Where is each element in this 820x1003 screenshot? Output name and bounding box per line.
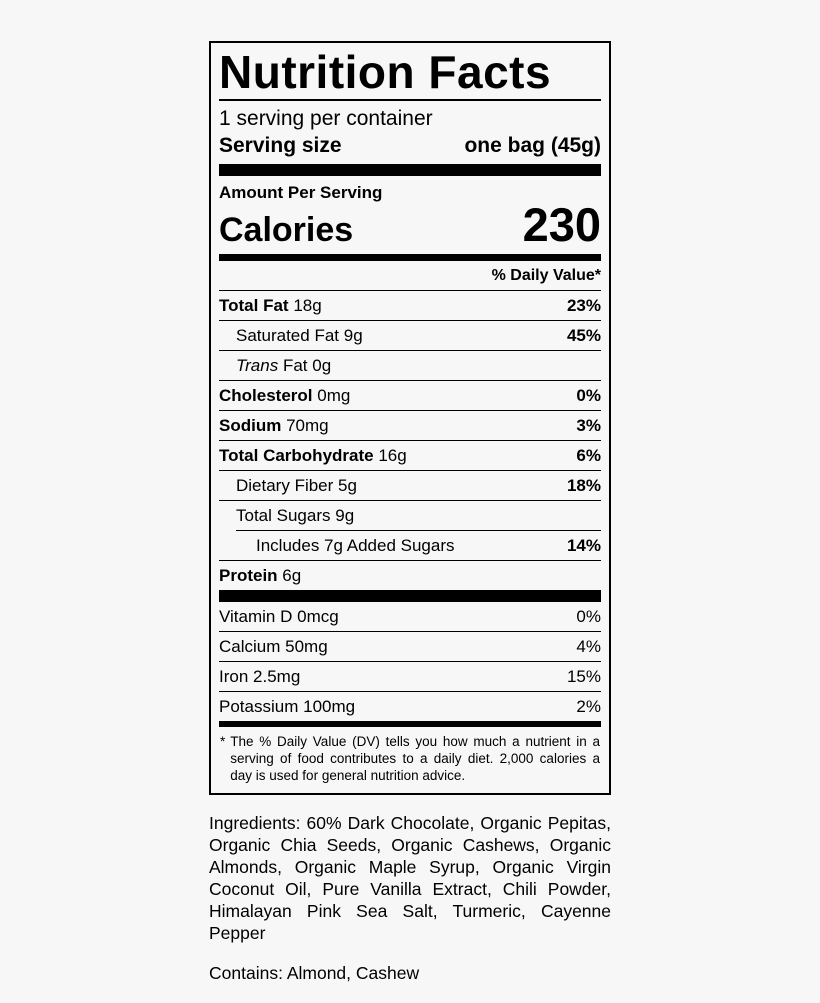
nutrient-name-amount: Protein 6g [219,565,302,585]
nutrient-dv: 14% [566,535,601,555]
nutrient-dv: 45% [566,325,601,345]
nutrient-dv: 3% [576,415,601,435]
calories-label: Calories [219,210,354,249]
footnote-asterisk: * [220,733,226,749]
nutrient-row-dietary-fiber [219,471,601,501]
divider-medium-calories [219,254,601,261]
nutrient-name-amount: Total Fat 18g [219,295,322,315]
nutrient-name-amount: Cholesterol 0mg [219,385,351,405]
nutrient-dv: 18% [566,475,601,495]
nutrient-dv: 23% [566,295,601,315]
nutrient-row-total-carbohydrate [219,441,601,471]
nutrient-dv: 0% [576,385,601,405]
serving-size-label: Serving size [219,133,342,157]
nutrient-name-amount: Total Carbohydrate 16g [219,445,407,465]
nutrient-row-total-sugars [219,501,601,530]
micronutrient-row-calcium [219,632,601,662]
micronutrient-dv: 4% [576,636,601,656]
nutrient-row-total-fat [219,291,601,321]
serving-size-row [219,131,601,164]
calories-value: 230 [522,197,601,251]
divider-thick-protein [219,590,601,602]
micronutrient-row-iron [219,662,601,692]
nutrient-name-amount: Dietary Fiber 5g [236,475,357,495]
micronutrient-row-potassium [219,692,601,721]
calories-row [219,197,601,254]
micronutrient-name-amount: Iron 2.5mg [219,666,301,686]
serving-size-value: one bag (45g) [464,133,601,157]
nutrient-name-amount: Includes 7g Added Sugars [256,535,455,555]
nutrient-name-amount: Trans Fat 0g [236,355,332,375]
nutrient-name-amount: Sodium 70mg [219,415,329,435]
nutrition-facts-label [209,41,611,795]
label-title: Nutrition Facts [219,48,601,101]
divider-thick-top [219,164,601,176]
nutrient-row-trans-fat [219,351,601,381]
nutrient-row-sodium [219,411,601,441]
servings-per-container: 1 serving per container [219,106,433,130]
nutrient-row-saturated-fat [219,321,601,351]
footnote [219,727,601,785]
nutrient-name-amount: Saturated Fat 9g [236,325,363,345]
daily-value-header: % Daily Value* [219,261,601,291]
micronutrient-dv: 15% [566,666,601,686]
contains-statement: Contains: Almond, Cashew [209,962,420,983]
micronutrient-name-amount: Calcium 50mg [219,636,328,656]
nutrient-row-protein [219,561,601,590]
micronutrient-row-vitamin-d [219,602,601,632]
micronutrient-dv: 0% [576,606,601,626]
nutrient-row-added-sugars [219,531,601,561]
micronutrient-name-amount: Vitamin D 0mcg [219,606,339,626]
footnote-text: The % Daily Value (DV) tells you how much a nutrient in a serving of food contributes to a daily diet. 2,000 calories a day is used for general nutrition advice. [230,733,600,783]
micronutrient-dv: 2% [576,696,601,716]
ingredients-paragraph: Ingredients: 60% Dark Chocolate, Organic Pepitas, Organic Chia Seeds, Organic Cashews, Organic Almonds, Organic Maple Syrup, Organic Virgin Coconut Oil, Pure Vanilla Extract, Chili Powder, Himalayan Pink Sea Salt, Turmeric, Cayenne Pepper [209,812,611,943]
micronutrient-name-amount: Potassium 100mg [219,696,356,716]
nutrient-name-amount: Total Sugars 9g [236,505,355,525]
nutrient-dv: 6% [576,445,601,465]
amount-per-serving: Amount Per Serving [219,182,383,202]
nutrient-row-cholesterol [219,381,601,411]
